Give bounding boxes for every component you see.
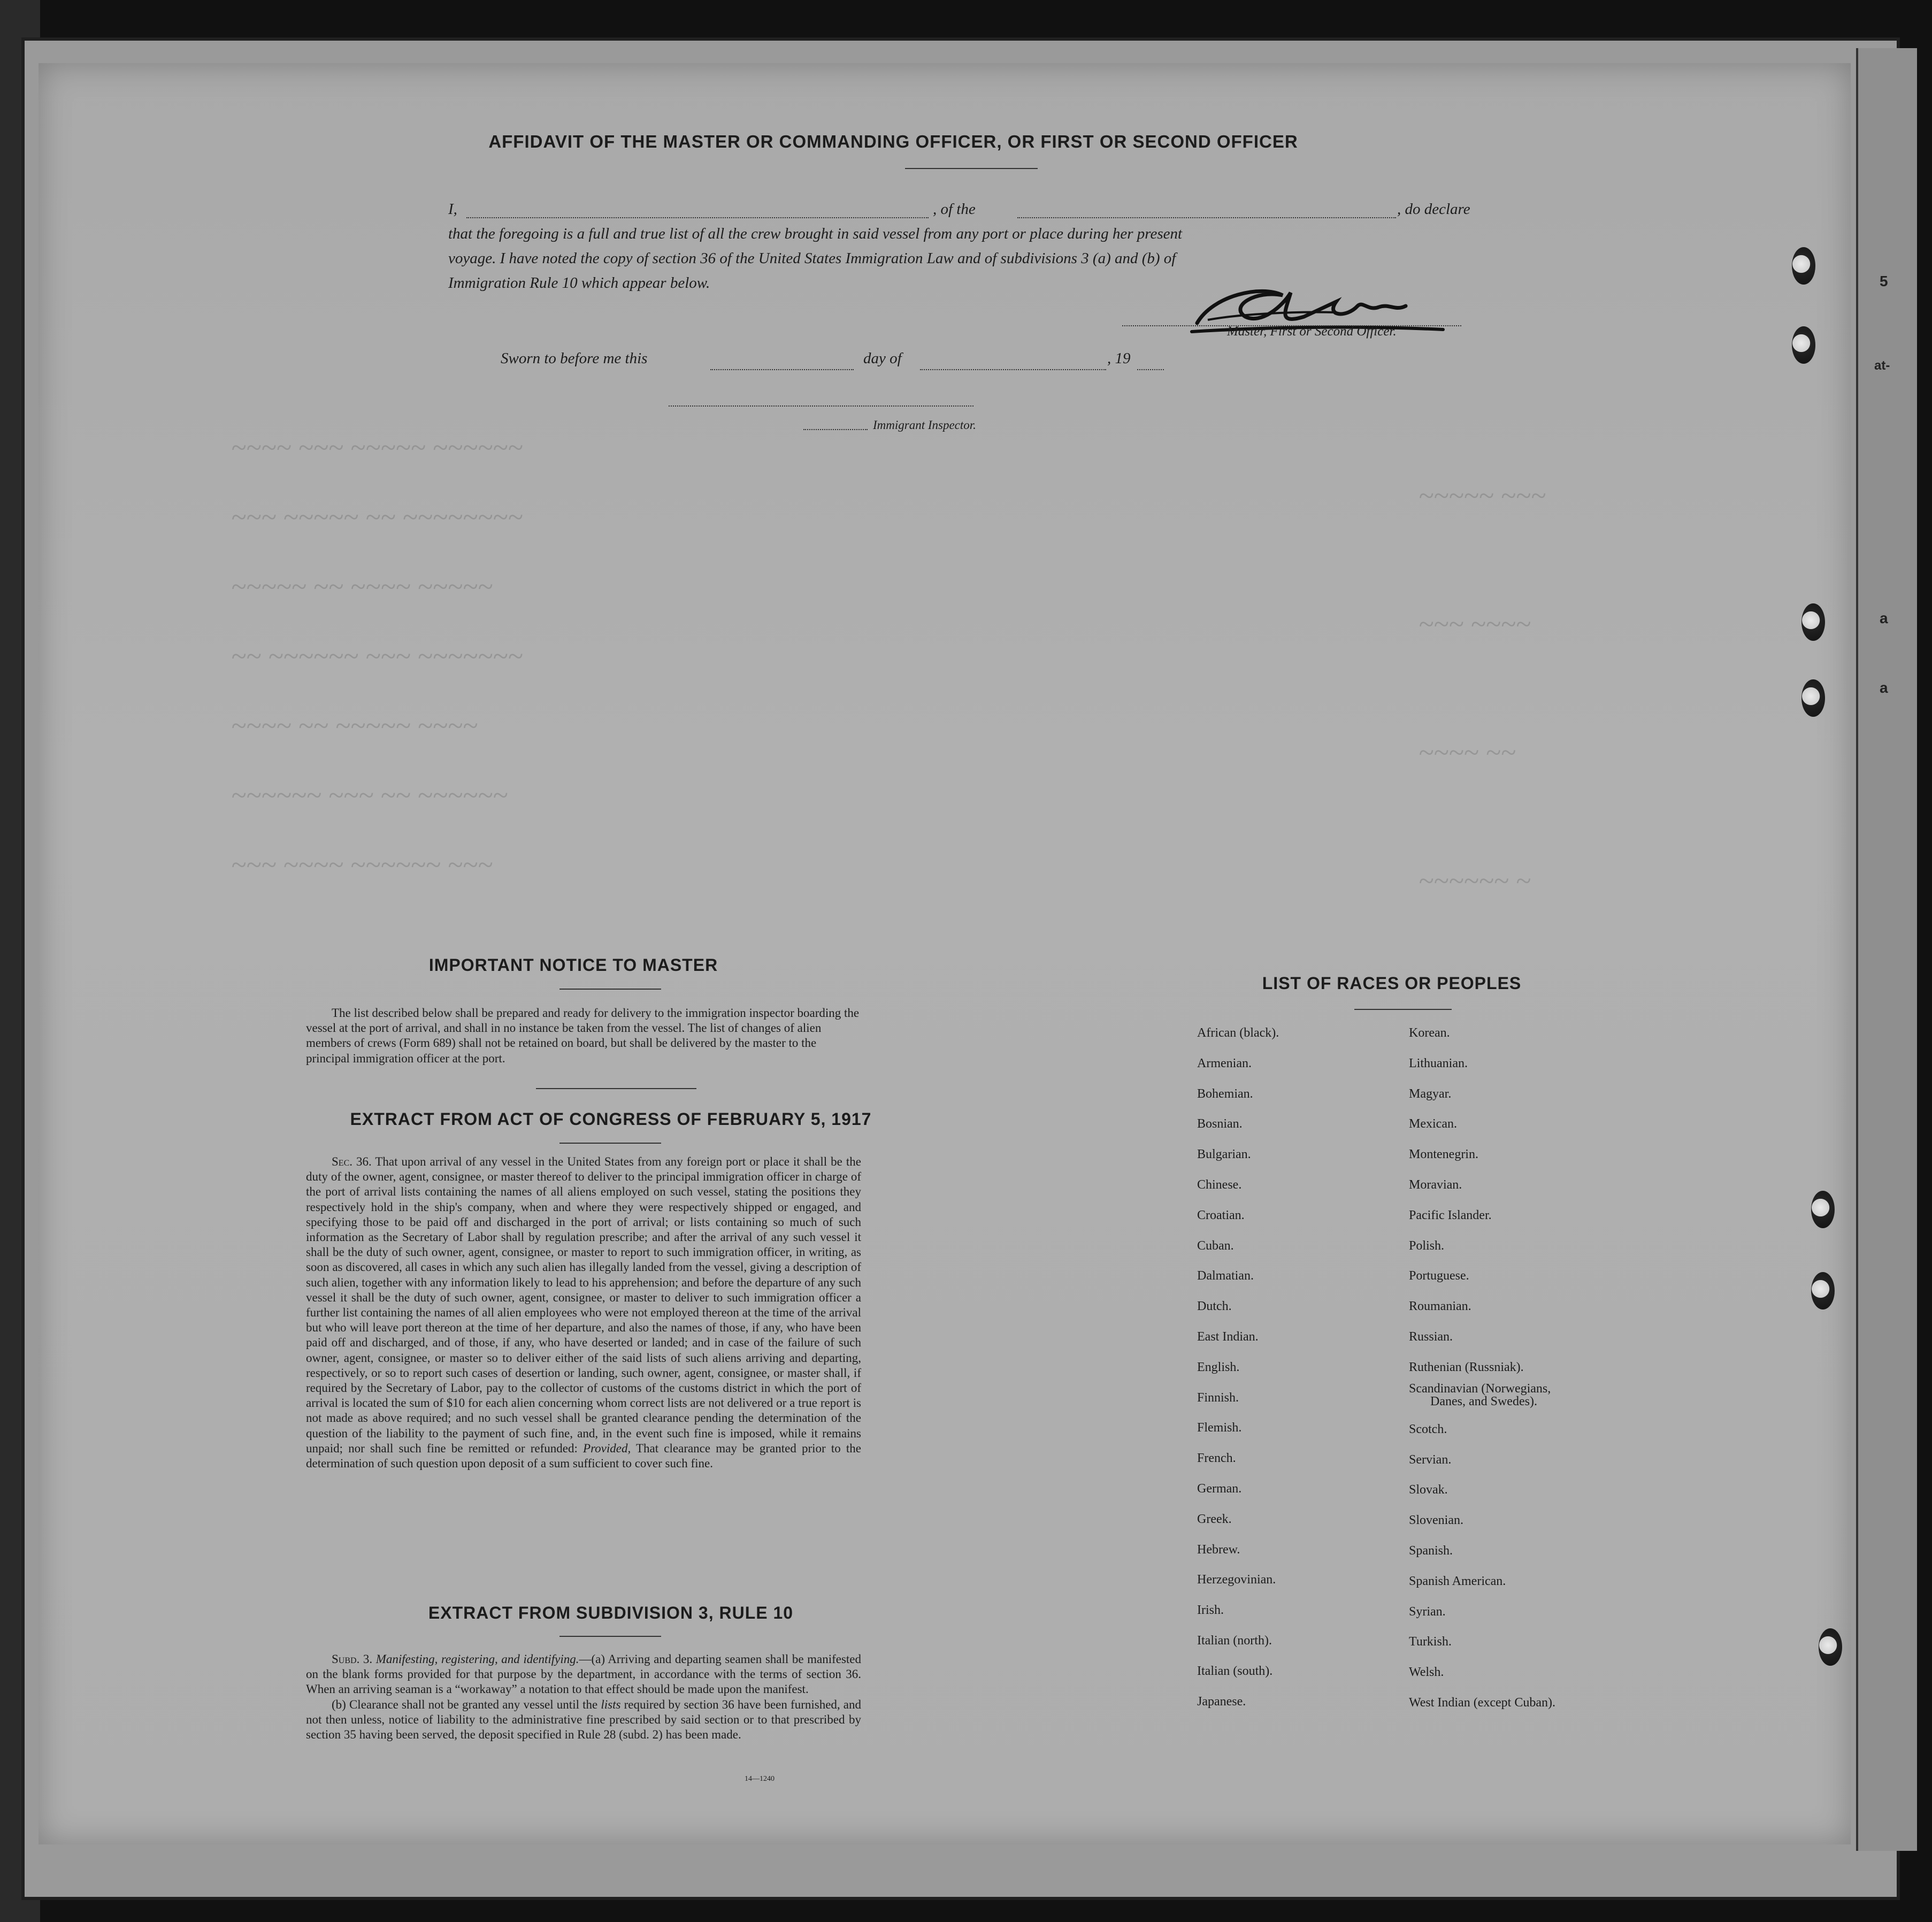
margin-mark-5: 5 <box>1880 273 1888 289</box>
punch-hole <box>1811 1272 1835 1310</box>
bleed-through-mark: ~~~~ ~~ ~~~~~ ~~~~ <box>231 711 478 741</box>
rule-title: EXTRACT FROM SUBDIVISION 3, RULE 10 <box>428 1603 794 1622</box>
punch-hole <box>1811 1191 1835 1228</box>
bleed-through-mark: ~~~ ~~~~~ ~~ ~~~~~~~~ <box>231 502 523 533</box>
affidavit-name-blank <box>466 217 929 218</box>
affidavit-line-2: that the foregoing is a full and true list of all the crew brought in said vessel from any port or place during her present <box>448 225 1183 242</box>
race-entry: Syrian. <box>1409 1604 1446 1619</box>
race-entry: Scandinavian (Norwegians, <box>1409 1381 1551 1396</box>
form-number: 14—1240 <box>745 1775 775 1783</box>
act-title-rule <box>559 1143 661 1144</box>
act-text-block <box>306 1154 861 1471</box>
affidavit-vessel-blank <box>1017 217 1396 218</box>
race-entry: Bohemian. <box>1197 1086 1253 1101</box>
act-provided-word: Provided, <box>583 1441 631 1455</box>
bleed-through-mark: ~~~ ~~~~ <box>1419 609 1531 640</box>
rule-para-a: —(a) Arriving and departing seamen shall be manifested on the blank forms provided for that purpose by the department, in accordance with the terms of section 36. When an arriving seaman is a “workaway” a notation to that effect should be made upon the manifest. <box>306 1652 861 1696</box>
act-section-label: Sec. 36. <box>332 1155 372 1168</box>
rule-text-block <box>306 1652 861 1742</box>
race-entry: German. <box>1197 1482 1242 1496</box>
race-entry: Roumanian. <box>1409 1299 1471 1314</box>
rule-para-b-lists: lists <box>601 1697 621 1711</box>
race-entry: Croatian. <box>1197 1208 1245 1222</box>
race-entry: Flemish. <box>1197 1421 1242 1435</box>
sworn-year: , 19 <box>1107 350 1131 367</box>
sworn-prefix: Sworn to before me this <box>501 350 648 367</box>
rule-subd-label: Subd. 3. <box>332 1652 373 1666</box>
race-entry: Slovenian. <box>1409 1513 1463 1528</box>
race-entry: Welsh. <box>1409 1665 1444 1680</box>
bleed-through-mark: ~~~~ ~~~ ~~~~~ ~~~~~~ <box>231 433 523 463</box>
rule-title-rule <box>559 1636 661 1637</box>
race-entry: Slovak. <box>1409 1483 1448 1497</box>
rule-para-b-prefix: (b) Clearance shall not be granted any vessel until the <box>332 1697 598 1711</box>
affidavit-title-rule <box>905 168 1038 169</box>
notice-title-rule <box>559 989 661 990</box>
affidavit-line-3: voyage. I have noted the copy of section 36 of the United States Immigration Law and of subdivisions 3 (a) and (b) of <box>448 250 1176 267</box>
race-entry: East Indian. <box>1197 1330 1259 1344</box>
bleed-through-mark: ~~ ~~~~~~ ~~~ ~~~~~~~ <box>231 641 523 672</box>
bleed-through-mark: ~~~~~ ~~ ~~~~ ~~~~~ <box>231 572 493 602</box>
bleed-through-mark: ~~~ ~~~~ ~~~~~~ ~~~ <box>231 850 493 880</box>
race-entry: Dutch. <box>1197 1299 1232 1314</box>
notice-text: The list described below shall be prepared and ready for delivery to the immigration inspector boarding the vessel at the port of arrival, and shall in no instance be taken from the vessel. The list of changes of alien members of crews (Form 689) shall not be retained on board, but shall be delivered by the master to the principal immigration officer at the port. <box>306 1006 860 1065</box>
race-entry: Mexican. <box>1409 1117 1457 1131</box>
race-entry: Italian (north). <box>1197 1634 1272 1648</box>
act-section-text: That upon arrival of any vessel in the United States from any foreign port or place it shall be the duty of the owner, agent, consignee, or master thereof to deliver to the principal immigration officer in charge of the port of arrival lists containing the names of all aliens employed on such vessel, stating the positions they respectively hold in the ship's company, when and where they were respectively shipped or engaged, and specifying those to be paid off and discharged in the port of arrival; or lists containing so much of such information as the Secretary of Labor shall by regulation prescribe; and after the arrival of any such vessel it shall be the duty of such owner, agent, consignee, or master to report to such immigration officer, in writing, as soon as discovered, all cases in which any such alien has illegally landed from the vessel, giving a description of such alien, together with any information likely to lead to his apprehension; and before the departure of any such vessel it shall be the duty of such owner, agent, consignee, or master to deliver to such immigration officer a further list containing the names of all alien employees who were not employed thereon at the time of the arrival but who will leave port thereon at the time of her departure, and also the names of those, if any, who have been paid off and discharged, and of those, if any, who have deserted or landed; and in case of the failure of such owner, agent, consignee, or master so to deliver either of the said lists of such aliens arriving and departing, respectively, or so to report such cases of desertion or landing, such owner, agent, consignee, or master shall, if required by the Secretary of Labor, pay to the collector of customs of the customs district in which the port of arrival is located the sum of $10 for each alien concerning whom correct lists are not delivered or a true report is not made as above required; and no such vessel shall be granted clearance pending the determination of the question of the liability to the payment of such fine, and, in the event such fine is imposed, while it remains unpaid; nor shall such fine be remitted or refunded: <box>306 1155 861 1455</box>
punch-hole <box>1801 679 1825 717</box>
signature-caption: Master, First or Second Officer. <box>1227 324 1397 339</box>
rule-para-b-text: required by section 36 have been furnished, and not then unless, notice of liability to the administrative fine prescribed by said section or to that prescribed by section 35 having been served, the deposit specified in Rule 28 (subd. 2) has been made. <box>306 1697 861 1742</box>
sworn-year-blank <box>1137 369 1164 370</box>
race-entry: Polish. <box>1409 1238 1445 1253</box>
bleed-through-mark: ~~~~~~ ~ <box>1419 866 1531 897</box>
race-entry: Russian. <box>1409 1330 1453 1344</box>
sworn-month-blank <box>920 369 1106 370</box>
race-entry: Ruthenian (Russniak). <box>1409 1360 1524 1374</box>
punch-hole <box>1792 247 1815 285</box>
inspector-signature-line <box>669 405 973 407</box>
rule-subd-heading: Manifesting, registering, and identifying. <box>375 1652 579 1666</box>
race-entry: English. <box>1197 1360 1240 1374</box>
race-entry: Pacific Islander. <box>1409 1208 1492 1222</box>
affidavit-do-declare: , do declare <box>1397 201 1470 218</box>
race-entry: Lithuanian. <box>1409 1056 1468 1070</box>
affidavit-of-the: , of the <box>933 201 976 218</box>
affidavit-line-4: Immigration Rule 10 which appear below. <box>448 274 710 292</box>
race-entry: Finnish. <box>1197 1390 1239 1405</box>
act-title: EXTRACT FROM ACT OF CONGRESS OF FEBRUARY 5, 1917 <box>350 1109 872 1129</box>
punch-hole <box>1801 603 1825 641</box>
affidavit-title: AFFIDAVIT OF THE MASTER OR COMMANDING OFFICER, OR FIRST OR SECOND OFFICER <box>488 132 1298 151</box>
race-entry: Bosnian. <box>1197 1117 1243 1131</box>
race-entry: Irish. <box>1197 1603 1224 1618</box>
form-page <box>39 63 1851 1844</box>
race-entry: Magyar. <box>1409 1086 1452 1101</box>
race-entry: Italian (south). <box>1197 1664 1273 1678</box>
affidavit-i: I, <box>448 201 457 218</box>
bleed-through-mark: ~~~~~ ~~~ <box>1419 481 1546 511</box>
race-entry: African (black). <box>1197 1026 1279 1040</box>
race-entry: Spanish. <box>1409 1544 1453 1558</box>
punch-hole <box>1819 1628 1842 1666</box>
notice-divider <box>536 1088 696 1089</box>
race-entry: Hebrew. <box>1197 1542 1240 1557</box>
races-title: LIST OF RACES OR PEOPLES <box>1262 974 1522 993</box>
race-entry: French. <box>1197 1451 1236 1466</box>
margin-mark-a2: a <box>1880 679 1888 696</box>
inspector-caption-lead <box>803 429 868 430</box>
right-page-edge <box>1856 48 1917 1851</box>
margin-mark-at: at- <box>1874 358 1890 373</box>
notice-title: IMPORTANT NOTICE TO MASTER <box>428 955 718 975</box>
race-entry: Portuguese. <box>1409 1269 1469 1283</box>
race-entry: Herzegovinian. <box>1197 1573 1276 1587</box>
races-title-rule <box>1354 1009 1452 1010</box>
race-entry: Spanish American. <box>1409 1574 1506 1588</box>
race-entry: Scotch. <box>1409 1422 1447 1436</box>
race-entry: Bulgarian. <box>1197 1147 1251 1162</box>
race-entry: Greek. <box>1197 1512 1232 1526</box>
race-entry: Korean. <box>1409 1026 1450 1040</box>
margin-mark-a1: a <box>1880 610 1888 626</box>
bleed-through-mark: ~~~~~~ ~~~ ~~ ~~~~~~ <box>231 780 508 811</box>
race-entry: Turkish. <box>1409 1635 1452 1649</box>
race-entry: Japanese. <box>1197 1694 1246 1709</box>
race-entry: Danes, and Swedes). <box>1430 1394 1537 1408</box>
act-provided-text: That clearance may be granted prior to the determination of such question upon deposit of a sum sufficient to cover such fine. <box>306 1441 861 1471</box>
race-entry: Armenian. <box>1197 1056 1252 1070</box>
race-entry: Dalmatian. <box>1197 1269 1254 1283</box>
punch-hole <box>1792 326 1815 364</box>
race-entry: Chinese. <box>1197 1178 1242 1192</box>
race-entry: Servian. <box>1409 1452 1452 1467</box>
race-entry: West Indian (except Cuban). <box>1409 1696 1555 1710</box>
inspector-caption: Immigrant Inspector. <box>873 418 976 432</box>
bleed-through-mark: ~~~~ ~~ <box>1419 738 1516 768</box>
sworn-day-of: day of <box>863 350 902 367</box>
race-entry: Montenegrin. <box>1409 1147 1478 1162</box>
race-entry: Moravian. <box>1409 1178 1462 1192</box>
sworn-day-blank <box>710 369 854 370</box>
race-entry: Cuban. <box>1197 1238 1234 1253</box>
